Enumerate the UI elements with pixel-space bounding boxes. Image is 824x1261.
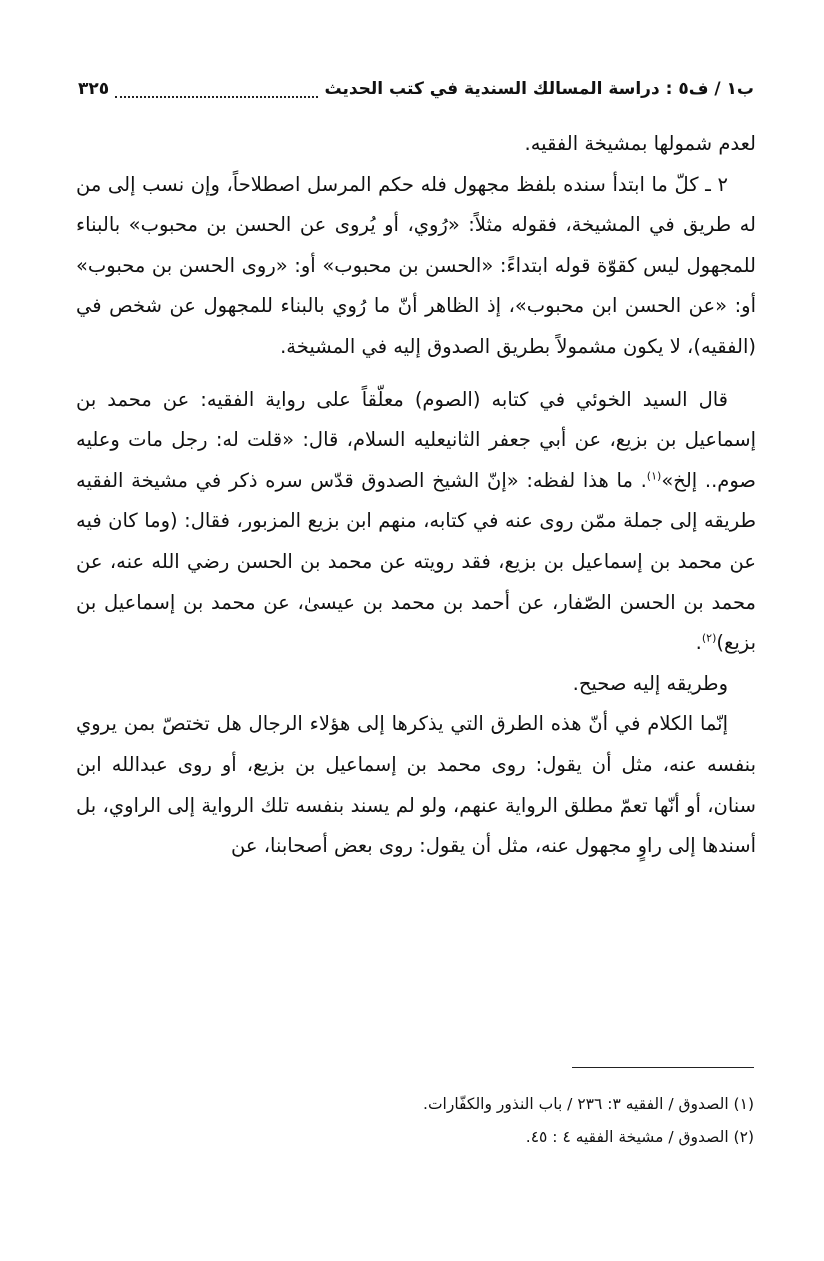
leader-dots [115,80,318,98]
paragraph-3-part-b: . ما هذا لفظه: «إنّ الشيخ الصدوق قدّس سره ذكر في مشيخة الفقيه طريقه إلى جملة ممّن روى عنه في كتابه، منهم ابن بزيع المزبور، فقال: (وما كان فيه عن محمد بن إسماعيل بن بزيع، فقد رويته عن محمد بن الحسن رضي الله عنه، عن محمد بن الحسن الصّفار، عن أحمد بن محمد بن عيسىٰ، عن محمد بن إسماعيل بن بزيع) [76,468,756,655]
paragraph-2: ٢ ـ كلّ ما ابتدأ سنده بلفظ مجهول فله حكم المرسل اصطلاحاً، وإن نسب إلى من له طريق في المشيخة، فقوله مثلاً: «رُوي، أو يُروى عن الحسن بن محبوب» بالبناء للمجهول ليس كقوّة قوله ابتداءً: «الحسن بن محبوب» أو: «روى الحسن بن محبوب» أو: «عن الحسن ابن محبوب»، إذ الظاهر أنّ ما رُوي بالبناء للمجهول عن شخص في (الفقيه)، لا يكون مشمولاً بطريق الصدوق إليه في المشيخة. [76,172,756,358]
footnote-ref-2[interactable]: (٢) [701,631,717,645]
paragraph-3-part-a: قال السيد الخوئي في كتابه (الصوم) معلّقاً على رواية الفقيه: عن محمد بن إسماعيل بن بزيع، عن أبي جعفر الثانيعليه السلام، قال: «قلت له: رجل مات وعليه صوم.. إلخ» [76,387,756,492]
main-text [76,124,756,867]
paragraph-1: لعدم شمولها بمشيخة الفقيه. [524,132,756,155]
footnote-divider [572,1067,754,1068]
footnote-2: (٢) الصدوق / مشيخة الفقيه ٤ : ٤٥. [525,1128,754,1146]
running-head [78,74,754,104]
paragraph-3-part-c: . [695,631,702,655]
paragraph-3 [76,380,756,664]
running-head-title: ب١ / ف٥ : دراسة المسالك السندية في كتب الحديث [324,79,754,99]
footnote-1: (١) الصدوق / الفقيه ٣: ٢٣٦ / باب النذور والكفّارات. [423,1095,754,1113]
page-number: ٣٢٥ [78,79,110,99]
paragraph-4: وطريقه إليه صحيح. [572,671,728,695]
paragraph-5: إنّما الكلام في أنّ هذه الطرق التي يذكرها إلى هؤلاء الرجال هل تختصّ بمن يروي بنفسه عنه، مثل أن يقول: روى محمد بن إسماعيل بن بزيع، أو روى عبدالله ابن سنان، أو أنّها تعمّ مطلق الرواية عنهم، ولو لم يسند بنفسه تلك الرواية إلى الراوي، بل أسندها إلى راوٍ مجهول عنه، مثل أن يقول: روى بعض أصحابنا، عن [76,712,756,858]
footnotes [76,1088,754,1154]
footnote-ref-1[interactable]: (١) [646,469,662,483]
